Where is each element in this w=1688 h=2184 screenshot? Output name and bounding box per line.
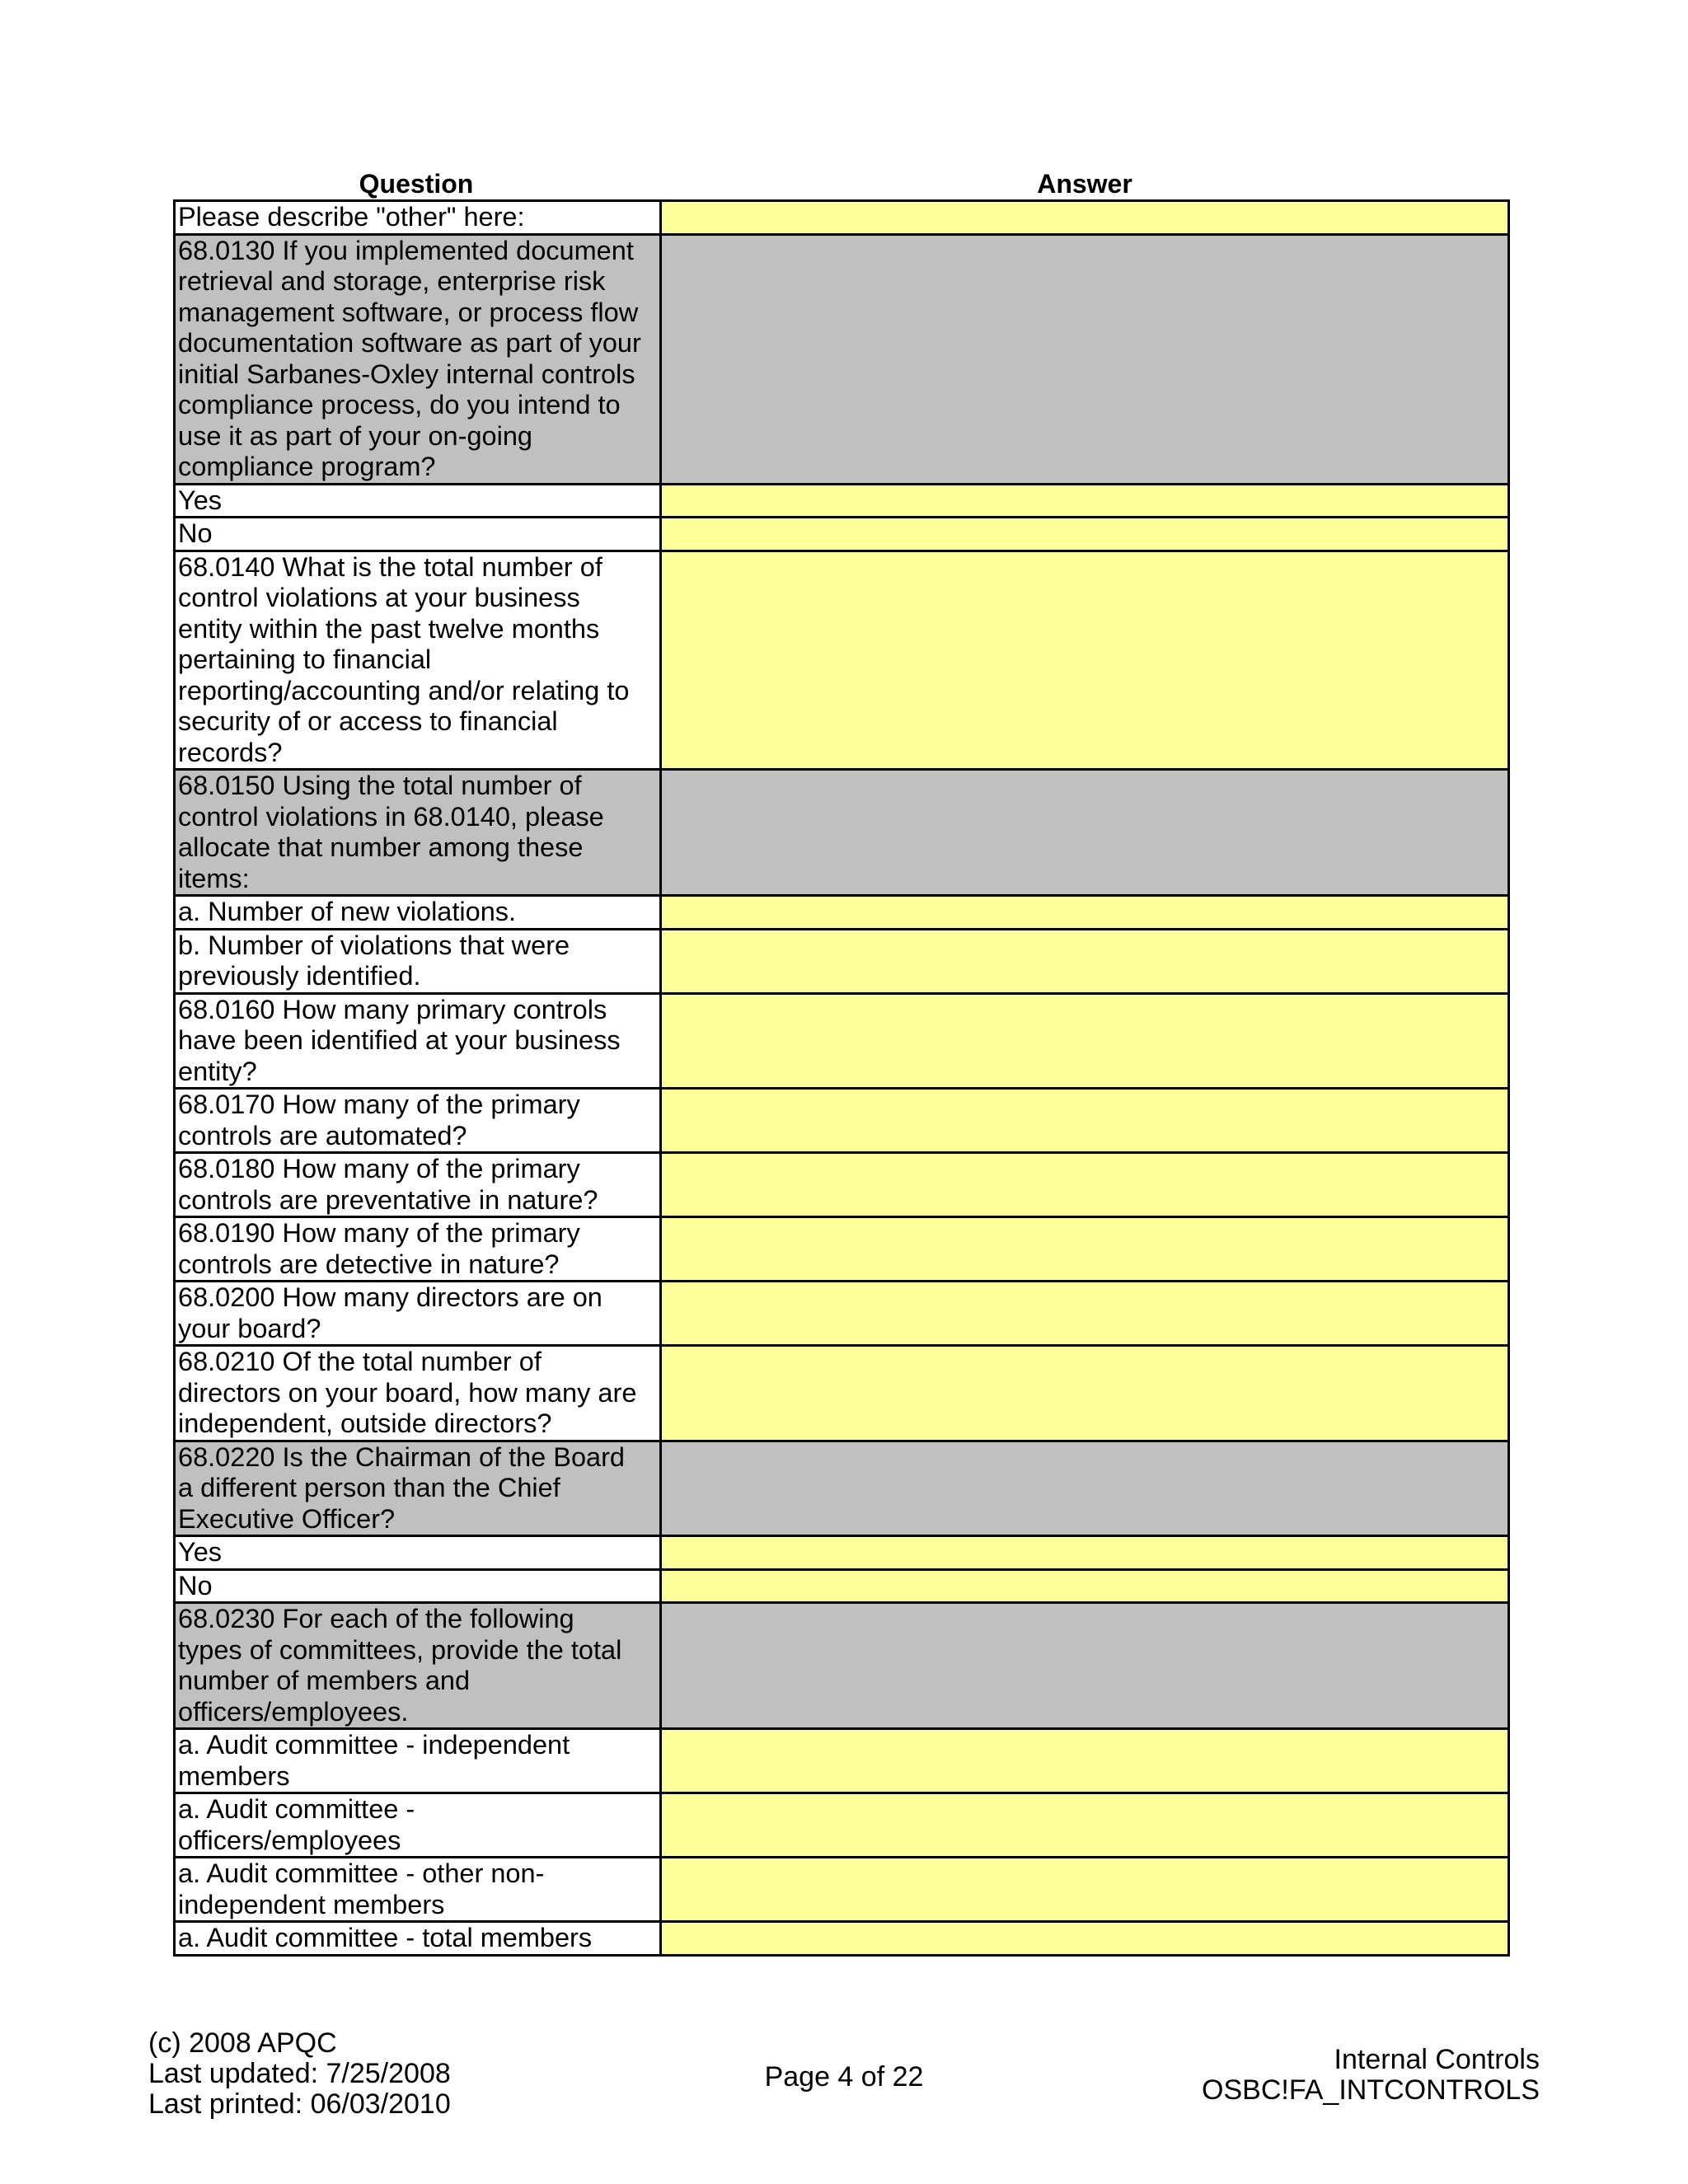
question-text-line: directors on your board, how many are — [178, 1377, 637, 1408]
question-text-line: control violations at your business — [178, 583, 580, 612]
question-text-line: have been identified at your business — [178, 1025, 621, 1055]
question-cell — [175, 1922, 661, 1956]
question-text-line: controls are detective in nature? — [178, 1249, 560, 1279]
question-section-row — [175, 770, 1509, 896]
answer-cell[interactable] — [661, 896, 1509, 930]
answer-cell[interactable] — [661, 1922, 1509, 1956]
question-cell — [175, 770, 661, 896]
question-text-line: entity within the past twelve months — [178, 613, 600, 644]
answer-cell[interactable] — [661, 1569, 1509, 1603]
question-cell — [175, 1793, 661, 1858]
question-text-line: security of or access to financial — [178, 706, 558, 736]
question-cell — [175, 1858, 661, 1922]
question-text-line: Executive Officer? — [178, 1503, 396, 1534]
last-printed-text: Last printed: 06/03/2010 — [148, 2088, 451, 2120]
question-cell — [175, 1153, 661, 1217]
answer-cell-disabled — [661, 1441, 1509, 1536]
question-text-line: items: — [178, 863, 250, 893]
question-text-line: a. Number of new violations. — [178, 897, 517, 926]
question-text-line: 68.0230 For each of the following — [178, 1604, 574, 1633]
answer-cell[interactable] — [661, 551, 1509, 770]
question-cell — [175, 484, 661, 518]
question-text-line: records? — [178, 737, 283, 767]
question-row — [175, 1346, 1509, 1441]
question-text-line: 68.0170 How many of the primary — [178, 1090, 580, 1119]
question-text-line: a. Audit committee - total members — [178, 1923, 593, 1952]
question-cell — [175, 201, 661, 235]
question-text-line: allocate that number among these — [178, 832, 584, 862]
answer-cell-disabled — [661, 1603, 1509, 1729]
question-text-line: officers/employees. — [178, 1696, 409, 1727]
question-row — [175, 551, 1509, 770]
question-text-line: previously identified. — [178, 961, 421, 991]
question-text-line: 68.0150 Using the total number of — [178, 771, 582, 800]
question-text-line: a. Audit committee - other non- — [178, 1858, 545, 1888]
question-text-line: control violations in 68.0140, please — [178, 801, 604, 832]
question-row — [175, 1217, 1509, 1282]
question-row — [175, 1153, 1509, 1217]
question-row — [175, 518, 1509, 551]
question-text-line: independent members — [178, 1889, 445, 1919]
table-header — [173, 168, 1510, 199]
question-text-line: Please describe "other" here: — [178, 202, 525, 232]
question-text-line: 68.0200 How many directors are on — [178, 1282, 603, 1312]
question-text-line: controls are preventative in nature? — [178, 1184, 598, 1215]
question-cell — [175, 1569, 661, 1603]
question-text-line: officers/employees — [178, 1825, 401, 1855]
question-text-line: independent, outside directors? — [178, 1408, 552, 1438]
answer-cell[interactable] — [661, 518, 1509, 551]
question-text-line: number of members and — [178, 1666, 471, 1695]
question-row — [175, 1793, 1509, 1858]
question-text-line: No — [178, 518, 213, 548]
question-cell — [175, 1089, 661, 1153]
answer-column-header: Answer — [1037, 169, 1132, 199]
question-row — [175, 1569, 1509, 1603]
question-text-line: management software, or process flow — [178, 297, 639, 327]
question-text-line: a different person than the Chief — [178, 1473, 560, 1502]
question-text-line: retrieval and storage, enterprise risk — [178, 266, 606, 296]
question-text-line: compliance program? — [178, 452, 436, 481]
question-row — [175, 1282, 1509, 1346]
question-cell — [175, 896, 661, 930]
questionnaire-table — [173, 199, 1510, 1957]
question-text-line: members — [178, 1760, 290, 1791]
question-row — [175, 1858, 1509, 1922]
answer-cell[interactable] — [661, 201, 1509, 235]
question-row — [175, 896, 1509, 930]
footer-right — [1202, 2045, 1540, 2106]
sheet-code: OSBC!FA_INTCONTROLS — [1202, 2074, 1540, 2106]
answer-cell[interactable] — [661, 1089, 1509, 1153]
question-cell — [175, 1346, 661, 1441]
answer-cell[interactable] — [661, 1729, 1509, 1793]
question-text-line: Yes — [178, 485, 223, 515]
copyright-text: (c) 2008 APQC — [148, 2027, 337, 2059]
answer-cell[interactable] — [661, 1858, 1509, 1922]
question-text-line: 68.0220 Is the Chairman of the Board — [178, 1441, 626, 1472]
question-row — [175, 484, 1509, 518]
question-text-line: 68.0180 How many of the primary — [178, 1154, 580, 1183]
question-cell — [175, 1282, 661, 1346]
answer-cell[interactable] — [661, 1346, 1509, 1441]
question-row — [175, 201, 1509, 235]
answer-cell[interactable] — [661, 1217, 1509, 1282]
question-text-line: compliance process, do you intend to — [178, 390, 621, 419]
answer-cell-disabled — [661, 234, 1509, 484]
question-row — [175, 993, 1509, 1089]
question-text-line: 68.0160 How many primary controls — [178, 994, 607, 1024]
question-cell — [175, 551, 661, 770]
answer-cell[interactable] — [661, 1282, 1509, 1346]
question-cell — [175, 1603, 661, 1729]
question-row — [175, 1922, 1509, 1956]
question-text-line: pertaining to financial — [178, 644, 432, 674]
question-row — [175, 1089, 1509, 1153]
question-section-row — [175, 234, 1509, 484]
sheet-title: Internal Controls — [1334, 2044, 1540, 2075]
question-text-line: controls are automated? — [178, 1120, 467, 1151]
question-cell — [175, 1536, 661, 1570]
question-text-line: types of committees, provide the total — [178, 1634, 622, 1665]
question-text-line: a. Audit committee - — [178, 1794, 415, 1824]
question-text-line: 68.0130 If you implemented document — [178, 235, 634, 265]
question-text-line: use it as part of your on-going — [178, 420, 532, 451]
question-text-line: entity? — [178, 1056, 257, 1086]
answer-cell[interactable] — [661, 1153, 1509, 1217]
question-text-line: your board? — [178, 1313, 321, 1343]
question-row — [175, 1729, 1509, 1793]
question-text-line: documentation software as part of your — [178, 328, 641, 358]
question-cell — [175, 1217, 661, 1282]
question-section-row — [175, 1441, 1509, 1536]
question-text-line: 68.0210 Of the total number of — [178, 1347, 542, 1376]
question-text-line: b. Number of violations that were — [178, 930, 570, 960]
question-text-line: 68.0190 How many of the primary — [178, 1218, 580, 1248]
question-cell — [175, 929, 661, 993]
last-updated-text: Last updated: 7/25/2008 — [148, 2058, 451, 2089]
question-row — [175, 929, 1509, 993]
question-text-line: a. Audit committee - independent — [178, 1730, 570, 1760]
question-text-line: reporting/accounting and/or relating to — [178, 675, 630, 705]
question-section-row — [175, 1603, 1509, 1729]
question-text-line: initial Sarbanes-Oxley internal controls — [178, 359, 635, 389]
question-cell — [175, 1729, 661, 1793]
answer-cell[interactable] — [661, 1793, 1509, 1858]
question-cell — [175, 234, 661, 484]
answer-cell[interactable] — [661, 993, 1509, 1089]
answer-cell-disabled — [661, 770, 1509, 896]
question-row — [175, 1536, 1509, 1570]
answer-cell[interactable] — [661, 1536, 1509, 1570]
question-cell — [175, 518, 661, 551]
question-text-line: Yes — [178, 1537, 223, 1567]
question-cell — [175, 993, 661, 1089]
answer-cell[interactable] — [661, 929, 1509, 993]
page-number: Page 4 of 22 — [764, 2061, 924, 2093]
question-column-header: Question — [359, 169, 474, 199]
question-text-line: No — [178, 1570, 213, 1601]
question-cell — [175, 1441, 661, 1536]
answer-cell[interactable] — [661, 484, 1509, 518]
question-text-line: 68.0140 What is the total number of — [178, 551, 603, 582]
